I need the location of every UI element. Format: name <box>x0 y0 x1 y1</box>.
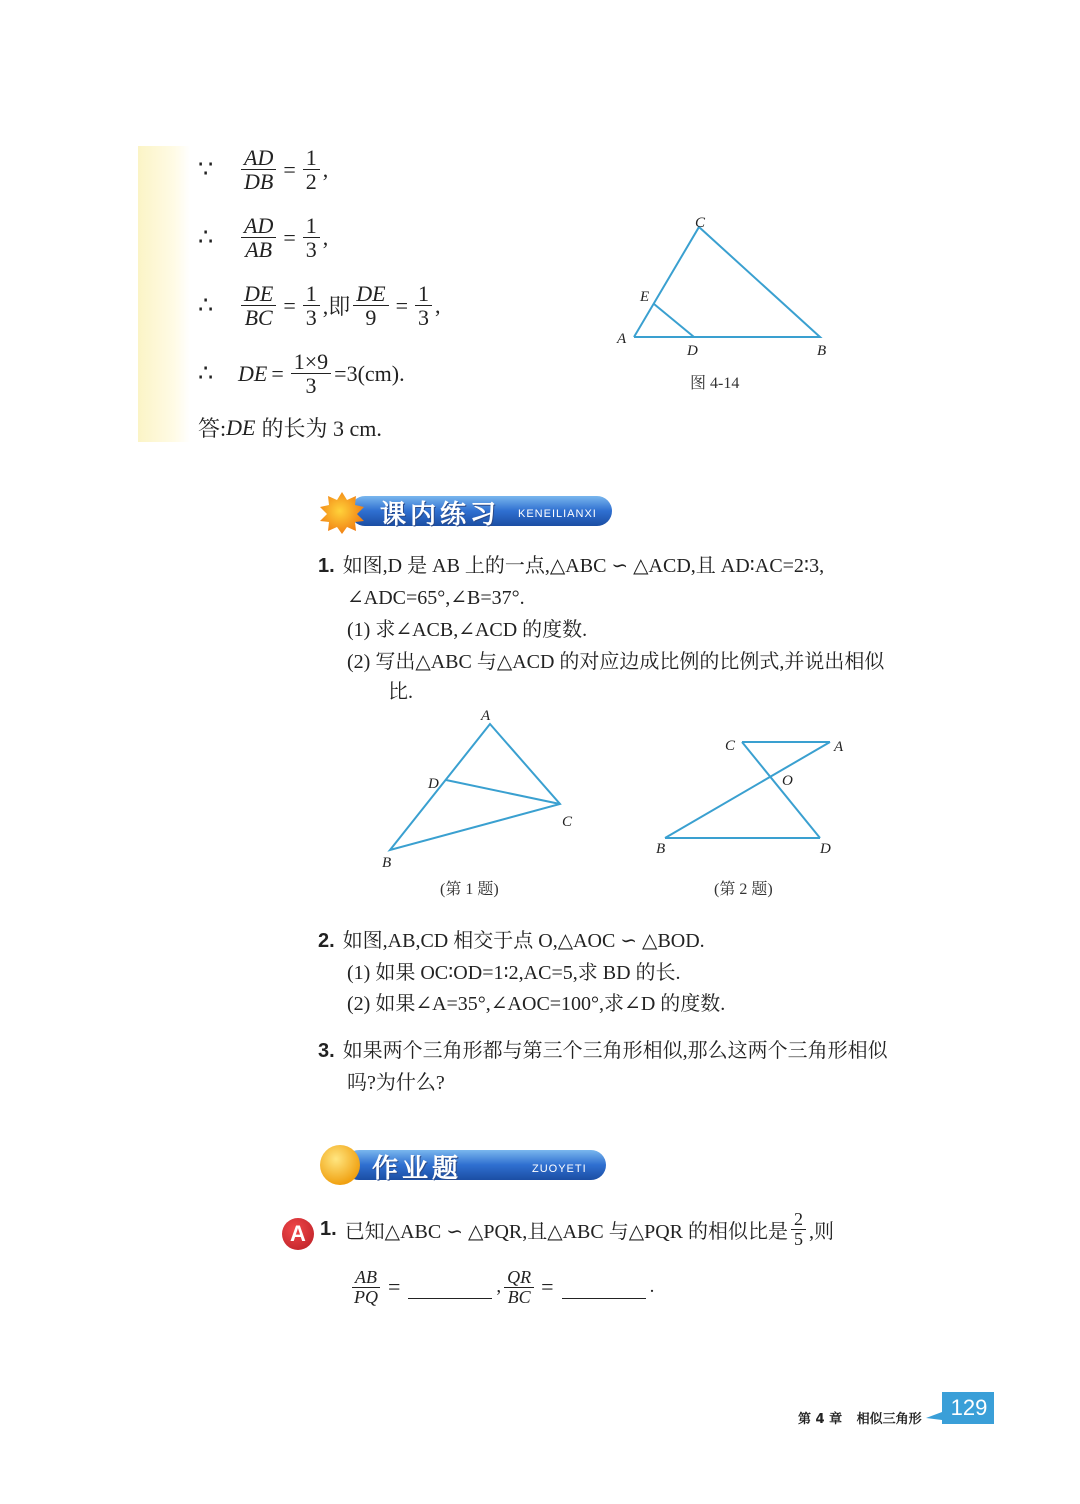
figure-question-1-caption: (第 1 题) <box>440 881 499 898</box>
therefore-symbol: ∴ <box>198 225 214 252</box>
label-c: C <box>695 215 706 231</box>
label-d: D <box>428 776 439 792</box>
exercise-q1-sub2b: 比. <box>388 681 413 703</box>
fraction: $\frac{AD}{AB}$ <box>241 214 276 261</box>
fraction: $\frac{1}{3}$ <box>415 282 432 329</box>
figure-4-14-caption: 图 4-14 <box>690 375 740 392</box>
label-b: B <box>817 343 827 359</box>
exercise-q2-sub1: (1) 如果 OC∶OD=1∶2,AC=5,求 BD 的长. <box>347 962 681 984</box>
homework-q1-line2: $\frac{AB}{PQ}$ = , $\frac{QR}{BC}$ = . <box>348 1268 654 1307</box>
therefore-symbol: ∴ <box>198 293 214 320</box>
label-c: C <box>562 814 573 830</box>
section-subtitle: ZUOYETI <box>532 1163 587 1175</box>
page-number: 129 <box>950 1395 988 1420</box>
footer-chapter: 第 4 章 相似三角形 <box>798 1412 922 1427</box>
orb-icon <box>320 1145 360 1185</box>
because-symbol: ∵ <box>198 157 214 184</box>
label-o: O <box>782 773 793 789</box>
section-title: 课内练习 <box>380 500 501 530</box>
label-b: B <box>656 841 666 857</box>
label-e: E <box>640 289 650 305</box>
section-banner-homework <box>318 1142 608 1188</box>
section-subtitle: KENEILIANXI <box>518 508 597 520</box>
label-d: D <box>687 343 698 359</box>
label-a: A <box>617 331 627 347</box>
figure-question-1 <box>370 700 600 880</box>
label-a: A <box>834 739 844 755</box>
exercise-q2-sub2: (2) 如果∠A=35°,∠AOC=100°,求∠D 的度数. <box>347 993 726 1015</box>
level-a-badge: A <box>282 1218 314 1250</box>
exercise-q2-line1: 2. 如图,AB,CD 相交于点 O,△AOC ∽ △BOD. <box>318 930 705 952</box>
margin-highlight-band <box>138 146 190 442</box>
fraction: $\frac{AD}{DB}$ <box>241 146 276 193</box>
fraction: $\frac{1}{3}$ <box>303 282 320 329</box>
proof-line-4: ∴ DE = $\frac{1\times 9}{3}$ =3(cm). <box>198 349 405 399</box>
segment-de <box>654 304 694 337</box>
answer-blank-1[interactable] <box>408 1276 492 1299</box>
label-a: A <box>481 708 491 724</box>
fraction: $\frac{1}{3}$ <box>303 214 320 261</box>
exercise-q1-sub1: (1) 求∠ACB,∠ACD 的度数. <box>347 619 588 641</box>
fraction: $\frac{QR}{BC}$ <box>504 1268 534 1307</box>
therefore-symbol: ∴ <box>198 361 214 388</box>
fraction: $\frac{AB}{PQ}$ <box>354 1267 378 1307</box>
figure-question-2-caption: (第 2 题) <box>714 881 773 898</box>
label-c: C <box>725 738 736 754</box>
section-title: 作业题 <box>372 1154 463 1184</box>
exercise-q1-sub2a: (2) 写出△ABC 与△ACD 的对应边成比例的比例式,并说出相似 <box>347 651 885 673</box>
answer-line: 答: DE 的长为 3 cm. <box>198 414 382 441</box>
figure-question-2 <box>650 730 860 870</box>
section-banner-practice <box>320 490 615 534</box>
fraction: $\frac{DE}{9}$ <box>353 282 388 329</box>
label-b: B <box>382 855 392 871</box>
fraction: $\frac{1}{2}$ <box>303 146 320 193</box>
exercise-q1-line2: ∠ADC=65°,∠B=37°. <box>347 587 525 609</box>
proof-line-2: ∴ $\frac{AD}{AB}$ = $\frac{1}{3}$ , <box>198 213 329 263</box>
exercise-q1-line1: 1. 如图,D 是 AB 上的一点,△ABC ∽ △ACD,且 AD∶AC=2∶3, <box>318 555 825 577</box>
fraction: $\frac{2}{5}$ <box>791 1210 806 1249</box>
answer-blank-2[interactable] <box>562 1276 646 1299</box>
label-d: D <box>820 841 831 857</box>
proof-line-3: ∴ $\frac{DE}{BC}$ = $\frac{1}{3}$ ,即 $\frac{DE}{9}$ = $\frac{1}{3}$ , <box>198 281 441 331</box>
fraction: $\frac{DE}{BC}$ <box>241 282 276 329</box>
homework-q1-line1: 1. 已知△ABC ∽ △PQR,且△ABC 与△PQR 的相似比是 $\frac{2}{5}$ ,则 <box>320 1209 835 1249</box>
exercise-q3-line2: 吗?为什么? <box>347 1072 445 1094</box>
fraction: $\frac{1\times 9}{3}$ <box>291 350 331 397</box>
exercise-q3-line1: 3. 如果两个三角形都与第三个三角形相似,那么这两个三角形相似 <box>318 1040 888 1062</box>
proof-line-1: ∵ $\frac{AD}{DB}$ = $\frac{1}{2}$ , <box>198 145 329 195</box>
triangle-abc <box>634 227 820 337</box>
